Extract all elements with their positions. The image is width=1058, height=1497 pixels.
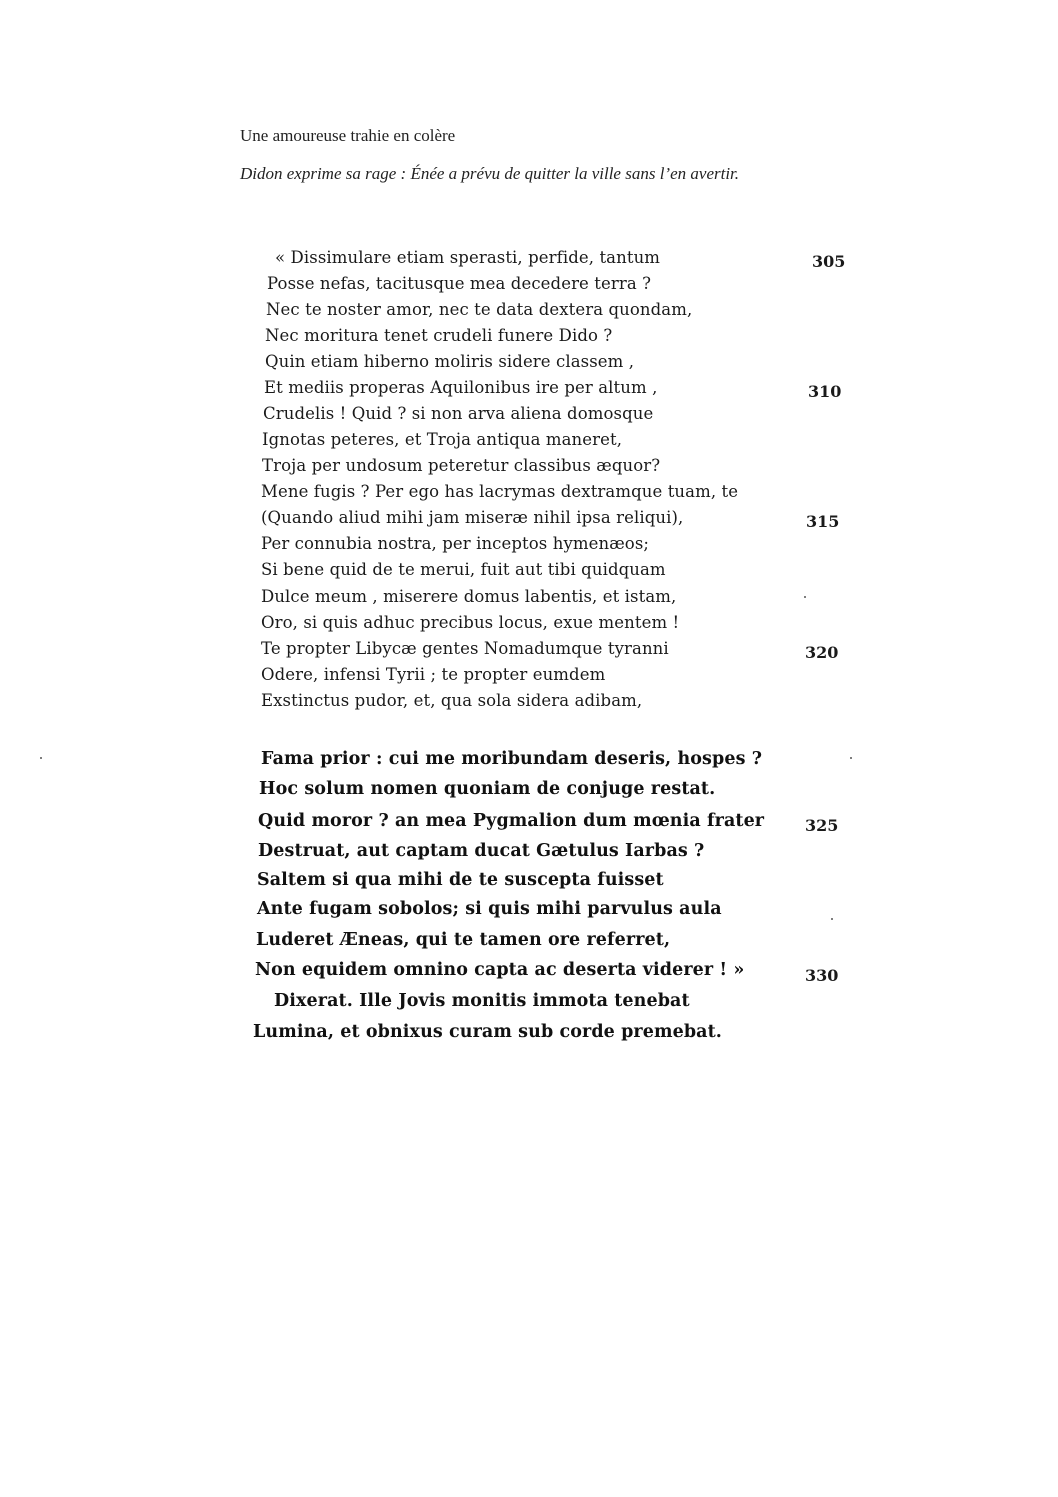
line-number: 330 [805, 966, 839, 985]
verse-line: Troja per undosum peteretur classibus æquor? [262, 456, 661, 475]
line-number: 305 [812, 252, 846, 271]
verse-line: Si bene quid de te merui, fuit aut tibi quidquam [261, 560, 666, 579]
verse-line: Destruat, aut captam ducat Gætulus Iarbas ? [258, 841, 705, 861]
scan-speck [804, 596, 806, 598]
verse-line: Exstinctus pudor, et, qua sola sidera adibam, [261, 691, 643, 710]
verse-line: Crudelis ! Quid ? si non arva aliena domosque [263, 404, 654, 423]
verse-line: Quid moror ? an mea Pygmalion dum mœnia frater [258, 811, 765, 831]
line-number: 310 [808, 382, 842, 401]
line-number: 325 [805, 816, 839, 835]
verse-line: Ignotas peteres, et Troja antiqua maneret, [262, 430, 623, 449]
verse-line: Posse nefas, tacitusque mea decedere terra ? [267, 274, 652, 293]
verse-line: Per connubia nostra, per inceptos hymenæos; [261, 534, 650, 553]
verse-line: Luderet Æneas, qui te tamen ore referret, [256, 930, 671, 950]
verse-line: Nec te noster amor, nec te data dextera quondam, [266, 300, 693, 319]
scan-speck [40, 757, 42, 759]
line-number: 320 [805, 643, 839, 662]
verse-line: Ante fugam sobolos; si quis mihi parvulus aula [257, 899, 722, 919]
verse-line: Hoc solum nomen quoniam de conjuge restat. [259, 779, 716, 799]
scan-speck [850, 757, 852, 759]
line-number: 315 [806, 512, 840, 531]
verse-line: Non equidem omnino capta ac deserta viderer ! » [255, 960, 745, 980]
verse-line: Saltem si qua mihi de te suscepta fuisset [257, 870, 664, 890]
verse-line: Fama prior : cui me moribundam deseris, hospes ? [261, 749, 763, 769]
verse-line: Dixerat. Ille Jovis monitis immota tenebat [274, 991, 690, 1011]
verse-line: Mene fugis ? Per ego has lacrymas dextramque tuam, te [261, 482, 739, 501]
verse-line: Quin etiam hiberno moliris sidere classem , [265, 352, 635, 371]
verse-line: Lumina, et obnixus curam sub corde premebat. [253, 1022, 722, 1042]
verse-line: Odere, infensi Tyrii ; te propter eumdem [261, 665, 606, 684]
verse-line: (Quando aliud mihi jam miseræ nihil ipsa reliqui), [261, 508, 684, 527]
verse-line: Et mediis properas Aquilonibus ire per altum , [264, 378, 658, 397]
page-subtitle: Didon exprime sa rage : Énée a prévu de quitter la ville sans l’en avertir. [240, 164, 740, 183]
verse-line: Nec moritura tenet crudeli funere Dido ? [265, 326, 613, 345]
scan-speck [831, 918, 833, 920]
verse-line: Te propter Libycæ gentes Nomadumque tyranni [261, 639, 669, 658]
verse-line: « Dissimulare etiam sperasti, perfide, tantum [275, 248, 661, 267]
page-title: Une amoureuse trahie en colère [240, 126, 456, 145]
verse-line: Oro, si quis adhuc precibus locus, exue mentem ! [261, 613, 680, 632]
verse-line: Dulce meum , miserere domus labentis, et istam, [261, 587, 677, 606]
